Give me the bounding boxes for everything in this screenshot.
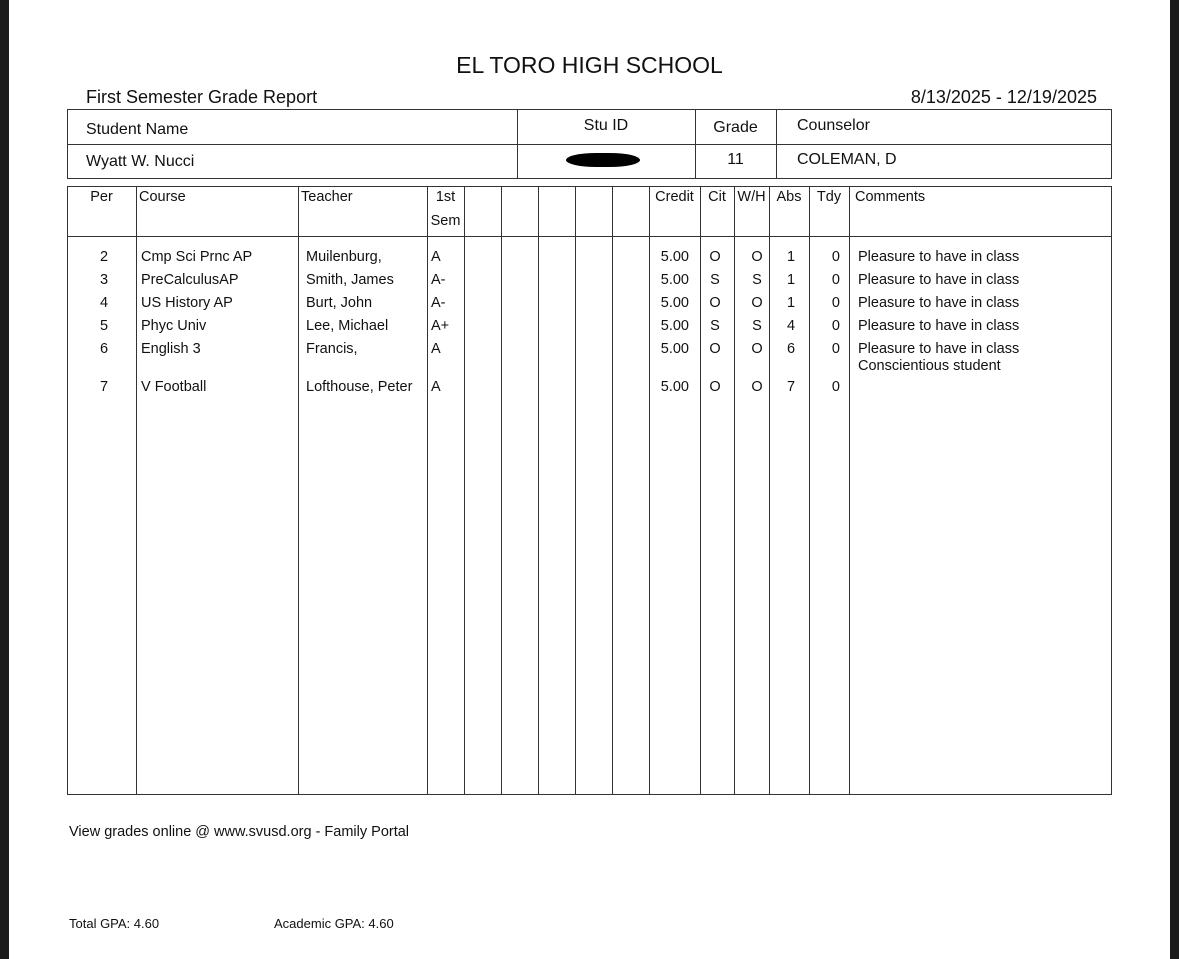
row-per: 6 — [99, 341, 109, 357]
row-credit: 5.00 — [660, 272, 689, 288]
row-wh: O — [751, 295, 763, 311]
row-tdy: 0 — [831, 318, 840, 334]
student-grade: 11 — [727, 151, 744, 168]
row-teacher: Lofthouse, Peter — [306, 379, 413, 395]
academic-gpa: Academic GPA: 4.60 — [274, 916, 394, 931]
row-course: US History AP — [141, 295, 233, 311]
row-grade: A — [431, 249, 441, 265]
row-wh: O — [751, 249, 763, 265]
col-header-course: Course — [139, 189, 186, 205]
row-abs: 1 — [786, 295, 796, 311]
row-per: 7 — [99, 379, 109, 395]
date-range: 8/13/2025 - 12/19/2025 — [910, 87, 1097, 107]
col-header-sem-line1: 1st — [435, 189, 456, 205]
row-abs: 7 — [786, 379, 796, 395]
col-header-comments: Comments — [855, 189, 926, 205]
row-abs: 4 — [786, 318, 796, 334]
row-cit: O — [709, 295, 721, 311]
row-credit: 5.00 — [660, 295, 689, 311]
stu-id-label: Stu ID — [583, 117, 629, 134]
row-wh: S — [752, 272, 762, 288]
row-teacher: Muilenburg, — [306, 249, 382, 265]
row-abs: 6 — [786, 341, 796, 357]
grade-label: Grade — [713, 119, 758, 136]
row-wh: O — [751, 379, 763, 395]
redacted-student-id — [566, 153, 640, 167]
row-course: Phyc Univ — [141, 318, 207, 334]
report-title: First Semester Grade Report — [86, 87, 318, 107]
total-gpa: Total GPA: 4.60 — [69, 916, 160, 931]
row-course: Cmp Sci Prnc AP — [141, 249, 253, 265]
row-grade: A- — [431, 272, 446, 288]
row-tdy: 0 — [831, 341, 840, 357]
row-comment: Pleasure to have in class — [858, 272, 1020, 288]
row-tdy: 0 — [831, 272, 840, 288]
row-tdy: 0 — [831, 295, 840, 311]
col-header-credit: Credit — [655, 189, 694, 205]
row-per: 5 — [99, 318, 109, 334]
row-grade: A+ — [431, 318, 450, 334]
student-name-label: Student Name — [86, 121, 189, 138]
row-tdy: 0 — [831, 379, 840, 395]
row-comment: Pleasure to have in class — [858, 295, 1020, 311]
row-cit: O — [709, 341, 721, 357]
row-course: English 3 — [141, 341, 201, 357]
row-cit: O — [709, 379, 721, 395]
col-header-sem-line2: Sem — [430, 213, 461, 229]
row-grade: A- — [431, 295, 446, 311]
col-header-abs: Abs — [776, 189, 802, 205]
row-cit: S — [710, 272, 720, 288]
row-per: 3 — [99, 272, 109, 288]
portal-note: View grades online @ www.svusd.org - Family Portal — [69, 824, 410, 840]
row-abs: 1 — [786, 272, 796, 288]
row-course: V Football — [141, 379, 207, 395]
row-wh: O — [751, 341, 763, 357]
row-per: 4 — [99, 295, 109, 311]
row-credit: 5.00 — [660, 249, 689, 265]
row-wh: S — [752, 318, 762, 334]
row-comment-second-line: Conscientious student — [858, 358, 1001, 374]
col-header-tdy: Tdy — [816, 189, 842, 205]
col-header-wh: W/H — [737, 189, 766, 205]
row-abs: 1 — [786, 249, 796, 265]
row-comment: Pleasure to have in class — [858, 341, 1020, 357]
counselor-label: Counselor — [797, 117, 870, 134]
col-header-teacher: Teacher — [301, 189, 353, 205]
row-cit: O — [709, 249, 721, 265]
row-teacher: Francis, — [306, 341, 358, 357]
row-tdy: 0 — [831, 249, 840, 265]
student-name: Wyatt W. Nucci — [86, 153, 195, 170]
row-grade: A — [431, 341, 441, 357]
school-name: EL TORO HIGH SCHOOL — [456, 52, 723, 78]
row-comment: Pleasure to have in class — [858, 318, 1020, 334]
row-credit: 5.00 — [660, 379, 689, 395]
row-teacher: Burt, John — [306, 295, 373, 311]
counselor-name: COLEMAN, D — [797, 151, 897, 168]
row-cit: S — [710, 318, 720, 334]
col-header-per: Per — [90, 189, 113, 205]
row-grade: A — [431, 379, 441, 395]
row-credit: 5.00 — [660, 341, 689, 357]
row-credit: 5.00 — [660, 318, 689, 334]
row-per: 2 — [99, 249, 109, 265]
row-teacher: Lee, Michael — [306, 318, 389, 334]
col-header-cit: Cit — [708, 189, 726, 205]
row-comment: Pleasure to have in class — [858, 249, 1020, 265]
row-course: PreCalculusAP — [141, 272, 239, 288]
row-teacher: Smith, James — [306, 272, 394, 288]
